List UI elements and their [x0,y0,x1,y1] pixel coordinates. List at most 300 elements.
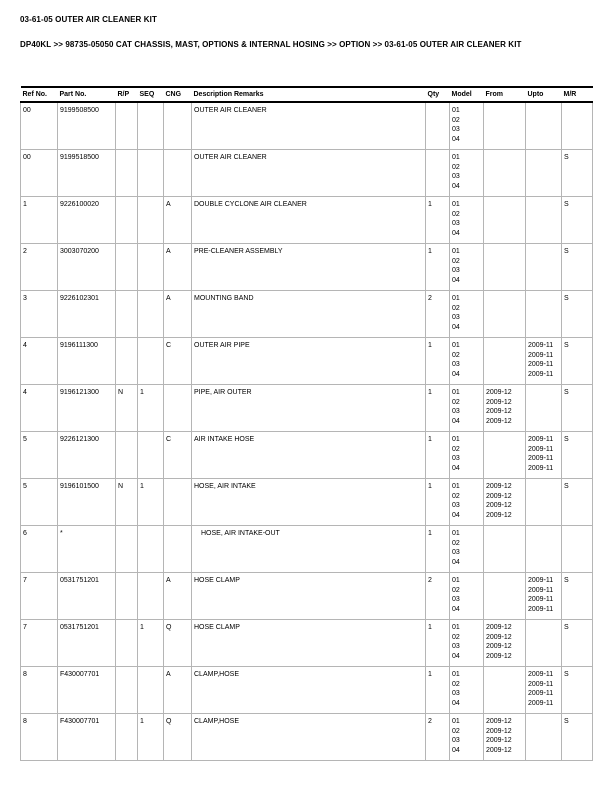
cell-rp [116,291,138,338]
cell-line [528,116,559,126]
cell-line: 03 [452,361,460,368]
cell-line [486,548,523,558]
cell-qty: 1 [426,432,450,479]
cell-upto [526,714,562,761]
cell-line [486,247,523,257]
cell-line [486,294,523,304]
cell-rp [116,197,138,244]
cell-part-no: 9226100020 [58,197,116,244]
page-title: 03-61-05 OUTER AIR CLEANER KIT [20,15,157,24]
cell-line: 2009-11 [528,605,554,613]
cell-line: 04 [452,417,460,425]
cell-seq [138,102,164,150]
cell-line: 2009-11 [528,577,554,584]
cell-qty: 1 [426,385,450,432]
cell-line: 01 [452,295,460,302]
cell-line [528,388,559,398]
cell-line [528,200,559,210]
cell-mr: S [562,244,593,291]
col-header-ref-no: Ref No. [21,87,58,102]
table-header [21,87,593,102]
cell-qty: 1 [426,479,450,526]
cell-line [528,539,559,549]
cell-cng: Q [164,620,192,667]
cell-line: 2009-12 [486,737,512,744]
cell-description: OUTER AIR PIPE [192,338,426,385]
cell-seq [138,244,164,291]
cell-line [486,210,523,220]
cell-ref-no: 5 [21,432,58,479]
cell-ref-no: 4 [21,385,58,432]
cell-line: 04 [452,464,460,472]
cell-line: 2009-11 [528,699,554,707]
cell-ref-no: 4 [21,338,58,385]
cell-line [528,736,559,746]
cell-line [528,492,559,502]
cell-part-no: * [58,526,116,573]
cell-upto [526,479,562,526]
cell-qty: 2 [426,714,450,761]
cell-line [486,229,523,239]
cell-rp [116,102,138,150]
cell-line [528,294,559,304]
cell-upto [526,150,562,197]
cell-part-no: 3003070200 [58,244,116,291]
cell-line [528,558,559,568]
cell-ref-no: 8 [21,714,58,761]
table-row [21,197,593,244]
table-row [21,714,593,761]
cell-seq [138,197,164,244]
cell-mr [562,526,593,573]
col-header-part-no: Part No. [58,87,116,102]
cell-mr: S [562,714,593,761]
cell-line: 2009-12 [486,633,512,641]
cell-line [486,172,523,182]
table-header-row [21,87,593,102]
cell-line [486,351,523,361]
cell-line: 04 [452,605,460,613]
table-row [21,291,593,338]
cell-model [450,667,484,714]
cell-from [484,526,526,573]
cell-seq: 1 [138,620,164,667]
cell-part-no: 9196111300 [58,338,116,385]
cell-line [486,529,523,539]
cell-line: 02 [452,210,460,218]
cell-line [528,746,559,756]
cell-upto [526,291,562,338]
cell-rp [116,526,138,573]
cell-seq [138,573,164,620]
cell-line [528,313,559,323]
cell-upto [526,667,562,714]
cell-line: 01 [452,248,460,255]
cell-rp [116,244,138,291]
cell-line: 01 [452,107,460,114]
cell-line: 01 [452,624,460,631]
table-row [21,102,593,150]
cell-line [528,257,559,267]
cell-description: AIR INTAKE HOSE [192,432,426,479]
cell-line: 03 [452,173,460,180]
cell-line: 04 [452,182,460,190]
cell-line [528,219,559,229]
cell-line [486,576,523,586]
cell-model [450,338,484,385]
cell-model [450,432,484,479]
cell-cng: C [164,338,192,385]
cell-line: 03 [452,596,460,603]
cell-line: 01 [452,671,460,678]
cell-line [528,323,559,333]
cell-part-no: 9196121300 [58,385,116,432]
cell-line: 01 [452,342,460,349]
cell-line [528,501,559,511]
cell-line: 02 [452,539,460,547]
cell-line [528,727,559,737]
cell-upto [526,102,562,150]
col-header-rp: R/P [116,87,138,102]
table-row [21,338,593,385]
cell-line: 02 [452,445,460,453]
cell-from [484,714,526,761]
cell-line: 03 [452,690,460,697]
cell-part-no: 9226121300 [58,432,116,479]
cell-model [450,197,484,244]
cell-ref-no: 1 [21,197,58,244]
cell-cng [164,526,192,573]
cell-seq [138,432,164,479]
cell-line: 2009-12 [486,727,512,735]
cell-line: 2009-11 [528,445,554,453]
cell-part-no: 9226102301 [58,291,116,338]
cell-part-no: 9199508500 [58,102,116,150]
cell-from [484,102,526,150]
cell-seq [138,667,164,714]
col-header-upto: Upto [526,87,562,102]
cell-mr: S [562,385,593,432]
cell-line [486,116,523,126]
cell-line: 02 [452,116,460,124]
cell-part-no: 9199518500 [58,150,116,197]
cell-line [486,445,523,455]
cell-seq [138,291,164,338]
cell-line [528,106,559,116]
cell-line [486,200,523,210]
cell-ref-no: 6 [21,526,58,573]
cell-line [486,689,523,699]
cell-part-no: 0531751201 [58,620,116,667]
cell-mr: S [562,667,593,714]
cell-ref-no: 00 [21,102,58,150]
cell-line: 02 [452,492,460,500]
table-row [21,150,593,197]
cell-line [528,266,559,276]
cell-line: 2009-12 [486,483,512,490]
col-header-cng: CNG [164,87,192,102]
cell-line [486,595,523,605]
cell-line: 01 [452,436,460,443]
cell-line [486,605,523,615]
cell-from [484,197,526,244]
cell-line [528,511,559,521]
cell-line: 2009-11 [528,680,554,688]
cell-ref-no: 7 [21,573,58,620]
cell-qty: 1 [426,244,450,291]
cell-line: 01 [452,577,460,584]
cell-line [528,135,559,145]
cell-line: 03 [452,549,460,556]
cell-line: 03 [452,455,460,462]
cell-from [484,432,526,479]
cell-line: 02 [452,163,460,171]
cell-description: HOSE CLAMP [192,573,426,620]
cell-line: 01 [452,483,460,490]
cell-line: 2009-12 [486,389,512,396]
cell-description: HOSE, AIR INTAKE-OUT [192,526,426,573]
cell-line [528,623,559,633]
col-header-mr: M/R [562,87,593,102]
cell-line: 2009-12 [486,492,512,500]
cell-description: OUTER AIR CLEANER [192,150,426,197]
cell-line [528,276,559,286]
cell-model [450,150,484,197]
cell-line [486,323,523,333]
cell-seq: 1 [138,385,164,432]
cell-line [528,153,559,163]
cell-line [528,717,559,727]
cell-line [486,276,523,286]
cell-model [450,291,484,338]
cell-from [484,338,526,385]
cell-from [484,573,526,620]
cell-from [484,291,526,338]
cell-model [450,479,484,526]
cell-rp [116,573,138,620]
cell-cng [164,479,192,526]
cell-line: 2009-11 [528,342,554,349]
cell-qty: 2 [426,573,450,620]
cell-ref-no: 00 [21,150,58,197]
cell-qty [426,150,450,197]
cell-from [484,150,526,197]
cell-line: 2009-12 [486,746,512,754]
cell-qty: 1 [426,338,450,385]
cell-line [486,106,523,116]
cell-from [484,385,526,432]
cell-line: 2009-11 [528,361,554,368]
cell-cng: Q [164,714,192,761]
cell-line [486,670,523,680]
cell-line: 2009-12 [486,511,512,519]
col-header-seq: SEQ [138,87,164,102]
cell-description: PIPE, AIR OUTER [192,385,426,432]
cell-mr: S [562,479,593,526]
cell-cng: A [164,573,192,620]
cell-qty: 1 [426,526,450,573]
cell-line: 02 [452,398,460,406]
cell-line: 03 [452,126,460,133]
parts-table [20,86,593,761]
cell-line: 01 [452,530,460,537]
cell-cng [164,385,192,432]
cell-line [528,172,559,182]
cell-rp [116,150,138,197]
cell-line: 04 [452,323,460,331]
cell-line [486,699,523,709]
col-header-model: Model [450,87,484,102]
cell-part-no: F430007701 [58,714,116,761]
cell-rp: N [116,479,138,526]
cell-line: 04 [452,276,460,284]
cell-description: DOUBLE CYCLONE AIR CLEANER [192,197,426,244]
cell-line [486,360,523,370]
cell-cng: C [164,432,192,479]
cell-line [486,586,523,596]
cell-cng: A [164,197,192,244]
cell-model [450,714,484,761]
cell-line [486,266,523,276]
cell-line [528,633,559,643]
table-row [21,244,593,291]
cell-line [528,163,559,173]
cell-cng [164,150,192,197]
cell-line: 2009-12 [486,502,512,509]
document-page [20,15,592,761]
cell-upto [526,620,562,667]
cell-line [528,652,559,662]
cell-line: 01 [452,389,460,396]
cell-line [528,417,559,427]
cell-ref-no: 5 [21,479,58,526]
cell-mr [562,102,593,150]
cell-line: 02 [452,586,460,594]
cell-mr: S [562,620,593,667]
cell-line [486,125,523,135]
cell-seq: 1 [138,714,164,761]
cell-cng [164,102,192,150]
cell-line: 02 [452,257,460,265]
cell-description: OUTER AIR CLEANER [192,102,426,150]
cell-mr: S [562,291,593,338]
cell-line: 2009-11 [528,690,554,697]
cell-line [486,435,523,445]
table-row [21,667,593,714]
cell-model [450,244,484,291]
cell-line: 2009-11 [528,436,554,443]
cell-mr: S [562,573,593,620]
cell-line: 02 [452,633,460,641]
col-header-from: From [484,87,526,102]
cell-qty: 2 [426,291,450,338]
cell-line [486,163,523,173]
cell-line: 02 [452,727,460,735]
cell-line [486,558,523,568]
cell-rp [116,714,138,761]
cell-line: 2009-12 [486,643,512,650]
cell-line: 03 [452,220,460,227]
cell-line [528,304,559,314]
cell-line: 03 [452,643,460,650]
cell-rp [116,620,138,667]
cell-line [486,464,523,474]
cell-description: CLAMP,HOSE [192,667,426,714]
table-body [21,102,593,761]
cell-line: 01 [452,201,460,208]
cell-line [528,210,559,220]
cell-line [486,370,523,380]
cell-line [528,229,559,239]
cell-rp: N [116,385,138,432]
cell-upto [526,573,562,620]
cell-model [450,573,484,620]
cell-line: 03 [452,408,460,415]
breadcrumb: DP40KL >> 98735-05050 CAT CHASSIS, MAST, OPTIONS & INTERNAL HOSING >> OPTION >> 03-61-05 OUTER AIR CLEANER KIT [20,40,522,49]
cell-line: 2009-11 [528,671,554,678]
cell-line [528,247,559,257]
cell-seq: 1 [138,479,164,526]
cell-line: 02 [452,680,460,688]
cell-line [486,182,523,192]
cell-mr: S [562,432,593,479]
cell-line: 04 [452,229,460,237]
cell-line [486,539,523,549]
cell-line: 2009-11 [528,455,554,462]
cell-line [528,548,559,558]
cell-line: 04 [452,699,460,707]
table-row [21,385,593,432]
cell-line [528,182,559,192]
cell-upto [526,385,562,432]
cell-upto [526,244,562,291]
cell-line: 2009-12 [486,408,512,415]
cell-qty: 1 [426,667,450,714]
cell-mr: S [562,338,593,385]
cell-line [486,341,523,351]
cell-part-no: 9196101500 [58,479,116,526]
cell-cng: A [164,667,192,714]
cell-from [484,244,526,291]
cell-qty: 1 [426,620,450,667]
cell-ref-no: 3 [21,291,58,338]
cell-model [450,102,484,150]
cell-mr: S [562,150,593,197]
cell-line [486,257,523,267]
cell-line: 2009-12 [486,652,512,660]
cell-line [486,135,523,145]
cell-line: 2009-12 [486,398,512,406]
cell-line [528,407,559,417]
cell-line: 03 [452,267,460,274]
table-row [21,573,593,620]
cell-rp [116,338,138,385]
cell-model [450,620,484,667]
cell-upto [526,338,562,385]
cell-description: CLAMP,HOSE [192,714,426,761]
cell-ref-no: 7 [21,620,58,667]
cell-ref-no: 2 [21,244,58,291]
table-row [21,479,593,526]
cell-line [486,153,523,163]
table-row [21,526,593,573]
cell-part-no: 0531751201 [58,573,116,620]
cell-description: HOSE CLAMP [192,620,426,667]
cell-line: 01 [452,154,460,161]
cell-cng: A [164,291,192,338]
cell-rp [116,432,138,479]
cell-part-no: F430007701 [58,667,116,714]
